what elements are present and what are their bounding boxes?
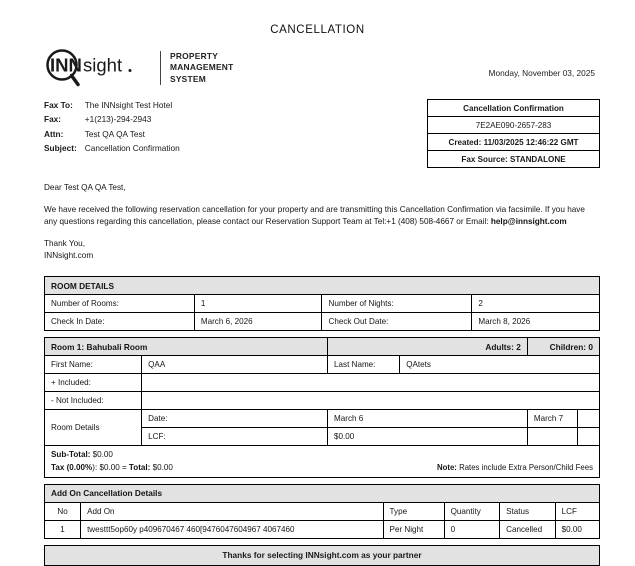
date-label: Date: — [142, 410, 328, 428]
addon-col-quantity: Quantity — [444, 502, 500, 520]
fax-number-label: Fax: — [44, 114, 62, 125]
letter-body — [0, 168, 635, 261]
table-row — [45, 520, 600, 538]
addon-row-lcf: $0.00 — [555, 520, 599, 538]
room-title: Room 1: Bahubali Room — [45, 338, 328, 356]
room-block-section — [0, 337, 635, 477]
not-included-value — [142, 392, 600, 410]
addon-row-no: 1 — [45, 520, 81, 538]
fax-number-row — [44, 112, 180, 126]
subtotal-label: Sub-Total: — [51, 450, 91, 460]
room-details-header-row — [45, 277, 600, 295]
check-in-date-value: March 6, 2026 — [194, 313, 322, 331]
logo-tagline — [170, 51, 233, 85]
addon-col-addon: Add On — [81, 502, 383, 520]
confirmation-fax-source: Fax Source: STANDALONE — [461, 154, 566, 164]
table-row — [45, 356, 600, 374]
number-of-nights-value: 2 — [472, 295, 600, 313]
logo-tagline-line-2: MANAGEMENT — [170, 62, 234, 73]
table-row — [45, 313, 600, 331]
note-text: Rates include Extra Person/Child Fees — [459, 462, 593, 472]
table-row — [45, 295, 600, 313]
first-name-label: First Name: — [45, 356, 142, 374]
total-value: $0.00 — [152, 462, 173, 472]
fax-info-row — [0, 88, 635, 168]
confirmation-created: Created: 11/03/2025 12:46:22 GMT — [428, 134, 599, 151]
addon-column-header-row — [45, 502, 600, 520]
date-value-1: March 6 — [328, 410, 528, 428]
room-details-label: Room Details — [45, 410, 142, 446]
last-name-value: QAtets — [400, 356, 600, 374]
fax-subject-label: Subject: — [44, 143, 77, 154]
totals-left — [51, 449, 173, 473]
addon-row-name: twesttt5op60y p409670467 460[9476047604967 4067460 — [81, 520, 383, 538]
fax-to-row — [44, 98, 180, 112]
first-name-value: QAA — [142, 356, 328, 374]
lcf-label: LCF: — [142, 428, 328, 446]
letter-salutation: Dear Test QA QA Test, — [44, 183, 126, 192]
addon-col-status: Status — [500, 502, 556, 520]
logo-tagline-line-3: SYSTEM — [170, 73, 206, 84]
fax-number-value: +1(213)-294-2943 — [84, 114, 152, 125]
fax-attn-value: Test QA QA Test — [84, 128, 145, 139]
svg-text:sight: sight — [83, 54, 123, 76]
innsight-logo — [42, 48, 233, 88]
total-label: Total: — [128, 462, 151, 472]
fax-recipient-block — [44, 98, 180, 156]
fax-attn-label: Attn: — [44, 128, 64, 139]
tax-mid: ): $0.00 = — [92, 462, 129, 472]
totals-cell — [45, 446, 600, 477]
note-label: Note: — [436, 462, 457, 472]
document-header — [0, 36, 635, 88]
table-row — [45, 392, 600, 410]
addon-col-lcf: LCF — [555, 502, 599, 520]
included-label: + Included: — [45, 374, 142, 392]
addon-table — [44, 484, 600, 539]
subtotal-line — [51, 449, 173, 461]
page-title: CANCELLATION — [270, 24, 365, 36]
number-of-rooms-value: 1 — [194, 295, 322, 313]
check-out-date-value: March 8, 2026 — [472, 313, 600, 331]
fax-subject-row — [44, 141, 180, 155]
included-value — [142, 374, 600, 392]
table-row — [45, 410, 600, 428]
lcf-value-2 — [527, 428, 577, 446]
confirmation-heading: Cancellation Confirmation — [428, 100, 599, 117]
addon-row-type: Per Night — [383, 520, 444, 538]
svg-text:INN: INN — [50, 54, 82, 76]
addon-title: Add On Cancellation Details — [45, 484, 600, 502]
fax-subject-value: Cancellation Confirmation — [84, 143, 180, 154]
addon-row-quantity: 0 — [444, 520, 500, 538]
table-row — [45, 374, 600, 392]
logo-tagline-line-1: PROPERTY — [170, 50, 219, 61]
totals-row — [45, 446, 600, 477]
addon-col-no: No — [45, 502, 81, 520]
check-out-date-label: Check Out Date: — [322, 313, 472, 331]
date-value-3 — [577, 410, 599, 428]
signoff-company: INNsight.com — [44, 250, 94, 260]
cancellation-confirmation-box — [427, 99, 600, 168]
room-adults: Adults: 2 — [328, 338, 528, 356]
addon-col-type: Type — [383, 502, 444, 520]
last-name-label: Last Name: — [328, 356, 400, 374]
letter-signoff — [44, 238, 599, 262]
date-value-2: March 7 — [527, 410, 577, 428]
fax-attn-row — [44, 127, 180, 141]
innsight-logo-icon — [42, 48, 150, 88]
fax-to-label: Fax To: — [44, 100, 73, 110]
lcf-value-3 — [577, 428, 599, 446]
logo-divider — [160, 51, 161, 85]
addon-header-row — [45, 484, 600, 502]
fax-to-value: The INNsight Test Hotel — [84, 100, 173, 110]
tax-percent: 0.00% — [69, 462, 93, 472]
addon-row-status: Cancelled — [500, 520, 556, 538]
addon-section — [0, 484, 635, 539]
room-children: Children: 0 — [527, 338, 599, 356]
room-block-table — [44, 337, 600, 477]
room-block-header-row — [45, 338, 600, 356]
signoff-thanks: Thank You, — [44, 238, 85, 248]
letter-paragraph — [44, 204, 599, 229]
check-in-date-label: Check In Date: — [45, 313, 195, 331]
confirmation-code: 7E2AE090-2657-283 — [428, 117, 599, 134]
room-details-section — [0, 261, 635, 331]
support-email: help@innsight.com — [490, 217, 567, 227]
not-included-label: - Not Included: — [45, 392, 142, 410]
room-details-title: ROOM DETAILS — [45, 277, 600, 295]
room-details-table — [44, 276, 600, 331]
document-date: Monday, November 03, 2025 — [488, 68, 595, 78]
subtotal-value: $0.00 — [92, 450, 113, 460]
number-of-rooms-label: Number of Rooms: — [45, 295, 195, 313]
footer-section — [0, 545, 635, 566]
letter-paragraph-text: We have received the following reservation cancellation for your property and are transmitting this Cancellation Confirmation via facsimile. If you have any questions regarding this cancellation, please contact our Reservation Support Team at Tel:+1 (408) 508-4667 or Email: — [44, 204, 585, 227]
footer-message: Thanks for selecting INNsight.com as your partner — [44, 545, 600, 566]
rates-note — [437, 462, 593, 474]
tax-total-line — [51, 462, 173, 474]
lcf-value-1: $0.00 — [328, 428, 528, 446]
tax-label: Tax ( — [51, 462, 70, 472]
number-of-nights-label: Number of Nights: — [322, 295, 472, 313]
